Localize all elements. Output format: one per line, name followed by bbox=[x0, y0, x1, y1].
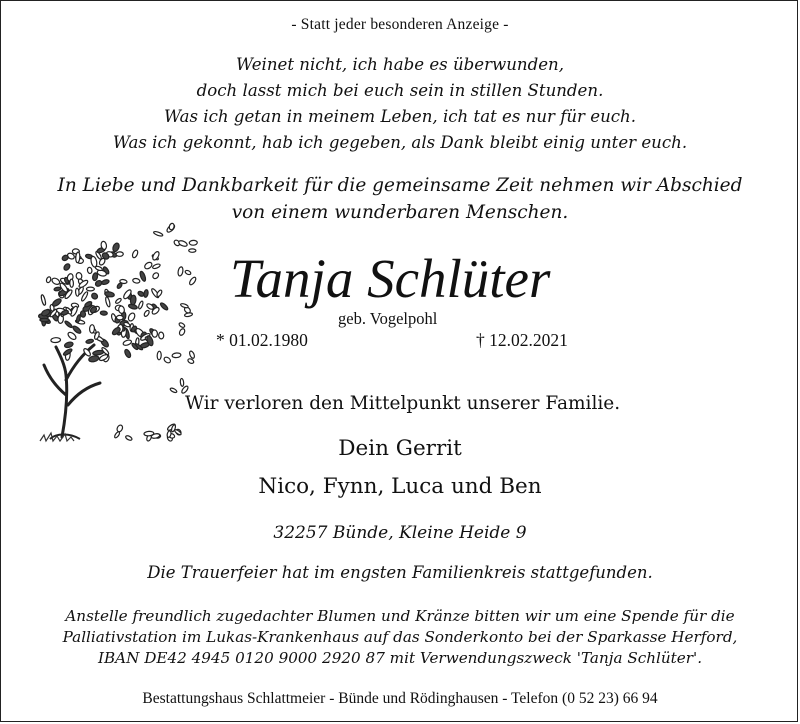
leaf-shape bbox=[153, 231, 163, 237]
poem bbox=[0, 52, 800, 156]
leaf-shape bbox=[178, 240, 188, 248]
leaf-shape bbox=[40, 318, 49, 322]
leaf-shape bbox=[75, 252, 80, 263]
leaf-shape bbox=[159, 302, 168, 311]
leaf-shape bbox=[51, 277, 61, 286]
leaf-shape bbox=[157, 351, 161, 360]
leaf-shape bbox=[70, 279, 74, 287]
intro-line: In Liebe und Dankbarkeit für die gemeinsame Zeit nehmen wir Abschied bbox=[57, 175, 743, 196]
leaf-shape bbox=[188, 276, 197, 286]
leaf-shape bbox=[174, 429, 182, 436]
leaf-shape bbox=[63, 263, 71, 272]
leaf-shape bbox=[51, 297, 62, 307]
family-address: 32257 Bünde, Kleine Heide 9 bbox=[273, 523, 527, 543]
leaf-shape bbox=[138, 301, 144, 310]
leaf-shape bbox=[67, 331, 77, 341]
notice-header: - Statt jeder besonderen Anzeige - bbox=[291, 16, 509, 33]
leaf-shape bbox=[46, 276, 52, 283]
leaf-shape bbox=[152, 251, 161, 261]
leaf-shape bbox=[127, 312, 136, 322]
leaf-shape bbox=[64, 341, 74, 348]
leaf-shape bbox=[143, 289, 148, 297]
leaf-shape bbox=[143, 310, 150, 318]
leaf-shape bbox=[124, 349, 132, 359]
birth-name: geb. Vogelpohl bbox=[338, 309, 438, 328]
leaf-shape bbox=[116, 252, 123, 257]
poem-line: doch lasst mich bei euch sein in stillen Stunden. bbox=[196, 81, 604, 100]
leaf-shape bbox=[180, 303, 189, 309]
leaf-shape bbox=[189, 350, 196, 359]
leaf-shape bbox=[116, 424, 124, 433]
leaf-shape bbox=[87, 267, 92, 274]
signatory-line: Dein Gerrit bbox=[338, 436, 462, 461]
windblown-tree-icon bbox=[10, 205, 200, 445]
leaf-shape bbox=[116, 315, 123, 320]
leaf-shape bbox=[178, 328, 185, 336]
leaf-shape bbox=[185, 270, 192, 276]
leaf-shape bbox=[184, 312, 193, 317]
leaf-shape bbox=[122, 339, 132, 346]
leaf-shape bbox=[115, 298, 122, 305]
poem-line: Weinet nicht, ich habe es überwunden, bbox=[236, 55, 564, 74]
leaf-shape bbox=[90, 292, 98, 300]
leaf-shape bbox=[61, 254, 69, 261]
signatory-line: Nico, Fynn, Luca und Ben bbox=[258, 474, 542, 499]
leaf-shape bbox=[51, 337, 61, 342]
poem-line: Was ich gekonnt, hab ich gegeben, als Dank bleibt einig unter euch. bbox=[112, 133, 688, 152]
leaf-shape bbox=[158, 332, 164, 339]
leaf-shape bbox=[156, 289, 163, 297]
leaf-shape bbox=[180, 378, 184, 386]
leaf-shape bbox=[170, 387, 178, 393]
leaf-shape bbox=[130, 295, 137, 305]
leaf-shape bbox=[105, 297, 111, 308]
death-date: † 12.02.2021 bbox=[476, 330, 568, 350]
leaf-shape bbox=[64, 320, 73, 328]
leaf-shape bbox=[118, 306, 125, 314]
leaf-shape bbox=[100, 311, 107, 316]
funeral-note: Die Trauerfeier hat im engsten Familienkreis stattgefunden. bbox=[147, 563, 653, 582]
loss-statement: Wir verloren den Mittelpunkt unserer Familie. bbox=[185, 393, 621, 414]
deceased-name: Tanja Schlüter bbox=[230, 248, 551, 309]
leaf-shape bbox=[112, 242, 121, 252]
leaf-shape bbox=[90, 256, 98, 268]
leaf-shape bbox=[152, 263, 161, 269]
leaf-shape bbox=[143, 261, 153, 270]
leaf-shape bbox=[92, 350, 104, 356]
leaf-shape bbox=[75, 288, 79, 296]
leaf-shape bbox=[189, 249, 196, 253]
leaf-shape bbox=[172, 353, 181, 358]
leaf-shape bbox=[152, 330, 158, 338]
leaf-shape bbox=[152, 272, 160, 280]
leaf-shape bbox=[189, 240, 197, 245]
donation-request bbox=[0, 606, 800, 669]
intro-line: von einem wunderbaren Menschen. bbox=[231, 202, 569, 223]
donation-line: Palliativstation im Lukas-Krankenhaus auf das Sonderkonto bei der Sparkasse Herford, bbox=[62, 628, 738, 646]
donation-line: IBAN DE42 4945 0120 9000 2920 87 mit Verwendungszweck 'Tanja Schlüter'. bbox=[97, 649, 703, 667]
leaf-shape bbox=[89, 325, 94, 334]
birth-date: * 01.02.1980 bbox=[216, 330, 308, 350]
leaf-shape bbox=[131, 249, 138, 258]
leaf-shape bbox=[178, 322, 185, 328]
donation-line: Anstelle freundlich zugedachter Blumen und Kränze bitten wir um eine Spende für die bbox=[65, 607, 735, 625]
leaf-shape bbox=[120, 279, 128, 284]
funeral-home-footer: Bestattungshaus Schlattmeier - Bünde und Rödinghausen - Telefon (0 52 23) 66 94 bbox=[142, 690, 658, 707]
leaf-shape bbox=[86, 287, 94, 291]
leaf-shape bbox=[86, 339, 94, 344]
leaf-shape bbox=[40, 294, 46, 305]
leaf-shape bbox=[132, 278, 140, 284]
poem-line: Was ich getan in meinem Leben, ich tat es nur für euch. bbox=[163, 107, 637, 126]
leaf-shape bbox=[54, 287, 61, 292]
leaf-shape bbox=[163, 356, 171, 364]
leaf-shape bbox=[177, 266, 183, 276]
